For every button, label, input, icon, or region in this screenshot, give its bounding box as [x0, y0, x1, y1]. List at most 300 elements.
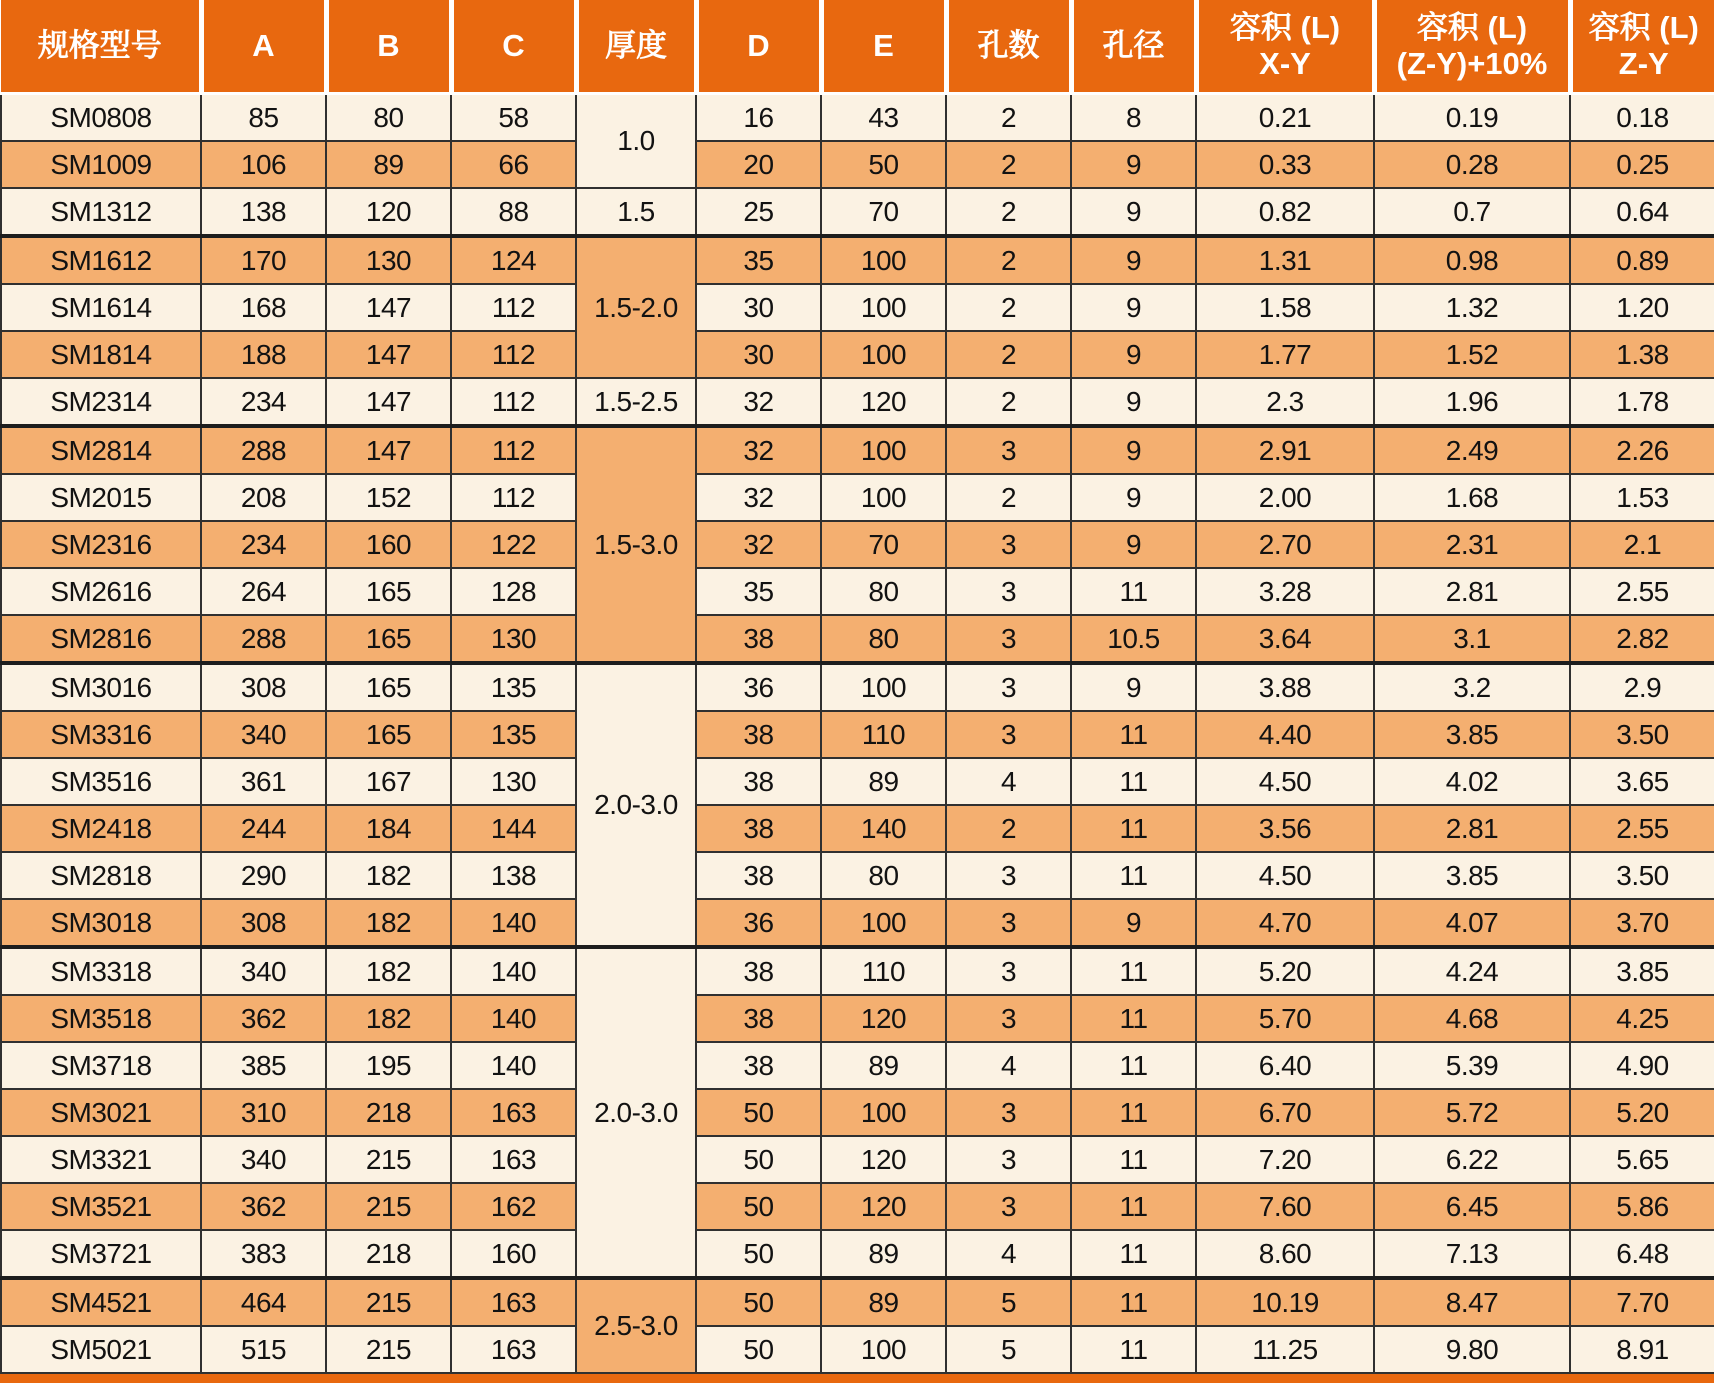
cell-vol_zy_plus10: 8.47 [1374, 1278, 1570, 1326]
cell-vol_zy: 6.48 [1570, 1230, 1714, 1278]
cell-e: 70 [821, 521, 946, 568]
header-thickness [576, 0, 696, 94]
cell-vol_xy: 2.00 [1196, 474, 1374, 521]
table-row [1, 899, 1714, 947]
cell-vol_xy: 4.50 [1196, 852, 1374, 899]
cell-vol_zy: 5.86 [1570, 1183, 1714, 1230]
cell-a: 340 [201, 1136, 326, 1183]
cell-e: 80 [821, 852, 946, 899]
cell-hole_dia: 11 [1071, 995, 1196, 1042]
cell-b: 120 [326, 188, 451, 236]
header-hole_dia [1071, 0, 1196, 94]
cell-d: 38 [696, 995, 821, 1042]
cell-hole_dia: 9 [1071, 521, 1196, 568]
cell-vol_zy_plus10: 3.85 [1374, 711, 1570, 758]
cell-vol_xy: 4.50 [1196, 758, 1374, 805]
cell-holes: 4 [946, 758, 1071, 805]
cell-a: 106 [201, 141, 326, 188]
cell-d: 16 [696, 94, 821, 142]
cell-e: 110 [821, 711, 946, 758]
cell-d: 32 [696, 474, 821, 521]
cell-d: 38 [696, 852, 821, 899]
cell-d: 50 [696, 1136, 821, 1183]
cell-vol_xy: 4.40 [1196, 711, 1374, 758]
cell-vol_zy_plus10: 4.07 [1374, 899, 1570, 947]
header-model [1, 0, 201, 94]
header-holes [946, 0, 1071, 94]
cell-hole_dia: 9 [1071, 331, 1196, 378]
cell-vol_xy: 8.60 [1196, 1230, 1374, 1278]
cell-c: 138 [451, 852, 576, 899]
cell-b: 165 [326, 663, 451, 711]
cell-c: 124 [451, 236, 576, 284]
cell-c: 128 [451, 568, 576, 615]
cell-thickness: 1.5-2.5 [576, 378, 696, 426]
cell-e: 100 [821, 236, 946, 284]
cell-vol_xy: 3.88 [1196, 663, 1374, 711]
cell-c: 122 [451, 521, 576, 568]
cell-a: 288 [201, 426, 326, 474]
cell-b: 182 [326, 899, 451, 947]
cell-model: SM3516 [1, 758, 201, 805]
cell-vol_zy_plus10: 3.85 [1374, 852, 1570, 899]
cell-a: 188 [201, 331, 326, 378]
cell-holes: 4 [946, 1230, 1071, 1278]
cell-hole_dia: 9 [1071, 188, 1196, 236]
cell-vol_zy_plus10: 0.19 [1374, 94, 1570, 142]
cell-a: 170 [201, 236, 326, 284]
cell-b: 80 [326, 94, 451, 142]
cell-holes: 2 [946, 94, 1071, 142]
cell-b: 184 [326, 805, 451, 852]
cell-e: 89 [821, 1042, 946, 1089]
cell-holes: 5 [946, 1278, 1071, 1326]
cell-holes: 3 [946, 947, 1071, 995]
cell-model: SM3321 [1, 1136, 201, 1183]
cell-model: SM3018 [1, 899, 201, 947]
cell-holes: 3 [946, 426, 1071, 474]
cell-holes: 2 [946, 141, 1071, 188]
cell-model: SM2314 [1, 378, 201, 426]
cell-e: 100 [821, 474, 946, 521]
cell-b: 147 [326, 331, 451, 378]
header-label: B [377, 28, 400, 64]
cell-vol_zy_plus10: 0.7 [1374, 188, 1570, 236]
cell-holes: 3 [946, 615, 1071, 663]
table-row [1, 995, 1714, 1042]
cell-model: SM3518 [1, 995, 201, 1042]
cell-holes: 3 [946, 568, 1071, 615]
table-row [1, 188, 1714, 236]
cell-vol_xy: 11.25 [1196, 1326, 1374, 1373]
cell-a: 244 [201, 805, 326, 852]
cell-vol_zy: 2.82 [1570, 615, 1714, 663]
cell-vol_zy: 1.53 [1570, 474, 1714, 521]
cell-vol_zy: 0.25 [1570, 141, 1714, 188]
cell-b: 89 [326, 141, 451, 188]
table-row [1, 426, 1714, 474]
cell-vol_zy_plus10: 2.81 [1374, 805, 1570, 852]
cell-e: 100 [821, 331, 946, 378]
cell-b: 182 [326, 947, 451, 995]
cell-c: 58 [451, 94, 576, 142]
cell-e: 100 [821, 284, 946, 331]
cell-vol_zy: 2.26 [1570, 426, 1714, 474]
cell-e: 100 [821, 1089, 946, 1136]
cell-vol_zy: 3.85 [1570, 947, 1714, 995]
cell-c: 163 [451, 1278, 576, 1326]
cell-a: 361 [201, 758, 326, 805]
cell-vol_zy_plus10: 0.98 [1374, 236, 1570, 284]
cell-vol_zy: 5.65 [1570, 1136, 1714, 1183]
cell-c: 135 [451, 711, 576, 758]
cell-c: 130 [451, 758, 576, 805]
cell-thickness: 2.0-3.0 [576, 663, 696, 947]
cell-e: 140 [821, 805, 946, 852]
cell-c: 140 [451, 947, 576, 995]
cell-vol_zy: 1.78 [1570, 378, 1714, 426]
header-label: 厚度 [605, 28, 667, 64]
cell-vol_zy_plus10: 1.32 [1374, 284, 1570, 331]
cell-e: 120 [821, 1183, 946, 1230]
cell-vol_xy: 2.70 [1196, 521, 1374, 568]
cell-b: 165 [326, 615, 451, 663]
cell-model: SM3721 [1, 1230, 201, 1278]
cell-a: 234 [201, 378, 326, 426]
cell-vol_zy: 8.91 [1570, 1326, 1714, 1373]
header-label: 孔数 [977, 28, 1040, 64]
cell-holes: 3 [946, 1183, 1071, 1230]
cell-a: 85 [201, 94, 326, 142]
cell-model: SM2418 [1, 805, 201, 852]
cell-b: 215 [326, 1136, 451, 1183]
cell-hole_dia: 11 [1071, 1278, 1196, 1326]
header-label: E [873, 28, 894, 64]
cell-vol_zy_plus10: 7.13 [1374, 1230, 1570, 1278]
cell-d: 36 [696, 663, 821, 711]
cell-c: 162 [451, 1183, 576, 1230]
bottom-border-bar [0, 1374, 1714, 1383]
cell-thickness: 1.0 [576, 94, 696, 189]
cell-d: 50 [696, 1278, 821, 1326]
cell-b: 182 [326, 852, 451, 899]
cell-e: 100 [821, 899, 946, 947]
cell-d: 50 [696, 1089, 821, 1136]
cell-b: 160 [326, 521, 451, 568]
cell-vol_zy: 1.38 [1570, 331, 1714, 378]
cell-model: SM2816 [1, 615, 201, 663]
cell-vol_zy: 4.25 [1570, 995, 1714, 1042]
cell-hole_dia: 9 [1071, 899, 1196, 947]
cell-a: 288 [201, 615, 326, 663]
cell-e: 110 [821, 947, 946, 995]
cell-vol_xy: 2.91 [1196, 426, 1374, 474]
cell-a: 234 [201, 521, 326, 568]
cell-vol_zy_plus10: 0.28 [1374, 141, 1570, 188]
cell-e: 100 [821, 1326, 946, 1373]
cell-e: 89 [821, 1278, 946, 1326]
cell-vol_zy_plus10: 4.02 [1374, 758, 1570, 805]
cell-d: 30 [696, 331, 821, 378]
cell-vol_zy: 7.70 [1570, 1278, 1714, 1326]
cell-vol_zy: 2.55 [1570, 805, 1714, 852]
cell-d: 32 [696, 426, 821, 474]
cell-hole_dia: 11 [1071, 1183, 1196, 1230]
table-row [1, 236, 1714, 284]
cell-vol_zy: 0.18 [1570, 94, 1714, 142]
cell-vol_zy_plus10: 4.68 [1374, 995, 1570, 1042]
cell-hole_dia: 11 [1071, 1136, 1196, 1183]
cell-c: 130 [451, 615, 576, 663]
cell-a: 308 [201, 899, 326, 947]
cell-a: 464 [201, 1278, 326, 1326]
table-row [1, 521, 1714, 568]
cell-vol_zy_plus10: 6.22 [1374, 1136, 1570, 1183]
cell-c: 163 [451, 1136, 576, 1183]
cell-vol_zy_plus10: 9.80 [1374, 1326, 1570, 1373]
cell-vol_xy: 0.33 [1196, 141, 1374, 188]
cell-d: 35 [696, 568, 821, 615]
cell-hole_dia: 11 [1071, 1089, 1196, 1136]
cell-hole_dia: 9 [1071, 141, 1196, 188]
cell-vol_xy: 1.58 [1196, 284, 1374, 331]
cell-b: 218 [326, 1230, 451, 1278]
cell-a: 362 [201, 1183, 326, 1230]
cell-hole_dia: 11 [1071, 1230, 1196, 1278]
table-row [1, 1042, 1714, 1089]
cell-model: SM2316 [1, 521, 201, 568]
cell-d: 38 [696, 711, 821, 758]
cell-model: SM3016 [1, 663, 201, 711]
cell-holes: 2 [946, 188, 1071, 236]
header-label: A [252, 28, 275, 64]
cell-model: SM5021 [1, 1326, 201, 1373]
cell-vol_xy: 4.70 [1196, 899, 1374, 947]
cell-thickness: 1.5 [576, 188, 696, 236]
cell-a: 362 [201, 995, 326, 1042]
header-vol_zy_plus10 [1374, 0, 1570, 94]
cell-vol_zy_plus10: 6.45 [1374, 1183, 1570, 1230]
cell-model: SM3021 [1, 1089, 201, 1136]
cell-c: 140 [451, 995, 576, 1042]
cell-vol_xy: 7.60 [1196, 1183, 1374, 1230]
cell-d: 50 [696, 1183, 821, 1230]
cell-c: 144 [451, 805, 576, 852]
cell-vol_xy: 3.64 [1196, 615, 1374, 663]
table-row [1, 1230, 1714, 1278]
cell-b: 218 [326, 1089, 451, 1136]
cell-a: 208 [201, 474, 326, 521]
cell-e: 100 [821, 426, 946, 474]
cell-d: 38 [696, 805, 821, 852]
cell-c: 140 [451, 1042, 576, 1089]
header-sublabel: X-Y [1259, 46, 1311, 81]
header-vol_xy [1196, 0, 1374, 94]
cell-vol_zy_plus10: 2.81 [1374, 568, 1570, 615]
cell-model: SM2814 [1, 426, 201, 474]
header-vol_zy [1570, 0, 1714, 94]
header-label: 孔径 [1102, 28, 1165, 64]
cell-d: 20 [696, 141, 821, 188]
cell-hole_dia: 11 [1071, 711, 1196, 758]
cell-model: SM2616 [1, 568, 201, 615]
cell-hole_dia: 9 [1071, 663, 1196, 711]
cell-e: 89 [821, 1230, 946, 1278]
header-label: D [747, 28, 770, 64]
table-row [1, 663, 1714, 711]
cell-vol_zy_plus10: 2.31 [1374, 521, 1570, 568]
cell-vol_zy_plus10: 5.72 [1374, 1089, 1570, 1136]
cell-b: 165 [326, 711, 451, 758]
cell-hole_dia: 9 [1071, 236, 1196, 284]
cell-holes: 2 [946, 331, 1071, 378]
table-row [1, 947, 1714, 995]
cell-b: 215 [326, 1183, 451, 1230]
cell-c: 163 [451, 1089, 576, 1136]
cell-c: 112 [451, 474, 576, 521]
cell-hole_dia: 9 [1071, 474, 1196, 521]
header-e [821, 0, 946, 94]
cell-thickness: 2.5-3.0 [576, 1278, 696, 1373]
cell-a: 340 [201, 947, 326, 995]
table-row [1, 758, 1714, 805]
cell-vol_zy: 3.50 [1570, 711, 1714, 758]
table-row [1, 474, 1714, 521]
header-label: 规格型号 [37, 28, 162, 64]
cell-hole_dia: 11 [1071, 1042, 1196, 1089]
cell-hole_dia: 11 [1071, 852, 1196, 899]
cell-model: SM1814 [1, 331, 201, 378]
header-label: 容积 (L) [1588, 10, 1699, 46]
cell-d: 38 [696, 1042, 821, 1089]
cell-a: 264 [201, 568, 326, 615]
cell-c: 160 [451, 1230, 576, 1278]
table-row [1, 852, 1714, 899]
cell-b: 182 [326, 995, 451, 1042]
cell-d: 36 [696, 899, 821, 947]
table-row [1, 1136, 1714, 1183]
cell-holes: 3 [946, 1089, 1071, 1136]
header-label: C [502, 28, 525, 64]
cell-model: SM2015 [1, 474, 201, 521]
cell-vol_zy_plus10: 4.24 [1374, 947, 1570, 995]
cell-hole_dia: 11 [1071, 568, 1196, 615]
cell-holes: 3 [946, 995, 1071, 1042]
table-row [1, 141, 1714, 188]
cell-hole_dia: 8 [1071, 94, 1196, 142]
cell-thickness: 1.5-2.0 [576, 236, 696, 378]
table-row [1, 331, 1714, 378]
cell-model: SM1614 [1, 284, 201, 331]
cell-vol_zy_plus10: 3.1 [1374, 615, 1570, 663]
header-d [696, 0, 821, 94]
header-sublabel: (Z-Y)+10% [1396, 46, 1548, 81]
cell-b: 147 [326, 378, 451, 426]
cell-e: 80 [821, 615, 946, 663]
cell-a: 138 [201, 188, 326, 236]
cell-holes: 3 [946, 663, 1071, 711]
cell-d: 38 [696, 947, 821, 995]
cell-c: 66 [451, 141, 576, 188]
cell-hole_dia: 11 [1071, 805, 1196, 852]
cell-vol_xy: 10.19 [1196, 1278, 1374, 1326]
cell-c: 88 [451, 188, 576, 236]
cell-b: 195 [326, 1042, 451, 1089]
cell-e: 80 [821, 568, 946, 615]
cell-e: 120 [821, 1136, 946, 1183]
cell-holes: 2 [946, 284, 1071, 331]
cell-holes: 2 [946, 805, 1071, 852]
cell-vol_zy_plus10: 2.49 [1374, 426, 1570, 474]
cell-b: 152 [326, 474, 451, 521]
cell-model: SM1312 [1, 188, 201, 236]
cell-holes: 3 [946, 711, 1071, 758]
cell-vol_xy: 1.31 [1196, 236, 1374, 284]
cell-hole_dia: 11 [1071, 1326, 1196, 1373]
cell-vol_zy: 2.55 [1570, 568, 1714, 615]
cell-d: 32 [696, 378, 821, 426]
table-row [1, 711, 1714, 758]
cell-vol_zy: 5.20 [1570, 1089, 1714, 1136]
header-sublabel: Z-Y [1618, 46, 1669, 81]
cell-e: 50 [821, 141, 946, 188]
cell-c: 112 [451, 331, 576, 378]
cell-hole_dia: 9 [1071, 284, 1196, 331]
cell-d: 25 [696, 188, 821, 236]
cell-model: SM1612 [1, 236, 201, 284]
cell-vol_zy_plus10: 1.68 [1374, 474, 1570, 521]
table-row [1, 568, 1714, 615]
cell-hole_dia: 9 [1071, 426, 1196, 474]
cell-holes: 3 [946, 899, 1071, 947]
cell-model: SM0808 [1, 94, 201, 142]
cell-vol_zy: 2.9 [1570, 663, 1714, 711]
cell-hole_dia: 10.5 [1071, 615, 1196, 663]
table-row [1, 1183, 1714, 1230]
cell-a: 310 [201, 1089, 326, 1136]
cell-c: 112 [451, 378, 576, 426]
table-row [1, 378, 1714, 426]
cell-vol_xy: 6.70 [1196, 1089, 1374, 1136]
cell-a: 340 [201, 711, 326, 758]
cell-d: 50 [696, 1230, 821, 1278]
cell-c: 135 [451, 663, 576, 711]
cell-thickness: 2.0-3.0 [576, 947, 696, 1278]
cell-vol_zy: 1.20 [1570, 284, 1714, 331]
cell-b: 167 [326, 758, 451, 805]
cell-vol_xy: 1.77 [1196, 331, 1374, 378]
header-b [326, 0, 451, 94]
cell-holes: 3 [946, 1136, 1071, 1183]
cell-e: 43 [821, 94, 946, 142]
cell-e: 100 [821, 663, 946, 711]
cell-model: SM3318 [1, 947, 201, 995]
cell-b: 165 [326, 568, 451, 615]
header-label: 容积 (L) [1416, 10, 1528, 46]
cell-a: 385 [201, 1042, 326, 1089]
header-c [451, 0, 576, 94]
cell-vol_xy: 5.20 [1196, 947, 1374, 995]
cell-hole_dia: 11 [1071, 947, 1196, 995]
cell-a: 515 [201, 1326, 326, 1373]
cell-a: 383 [201, 1230, 326, 1278]
cell-d: 30 [696, 284, 821, 331]
cell-hole_dia: 9 [1071, 378, 1196, 426]
cell-model: SM1009 [1, 141, 201, 188]
cell-holes: 4 [946, 1042, 1071, 1089]
cell-holes: 2 [946, 378, 1071, 426]
cell-model: SM3718 [1, 1042, 201, 1089]
